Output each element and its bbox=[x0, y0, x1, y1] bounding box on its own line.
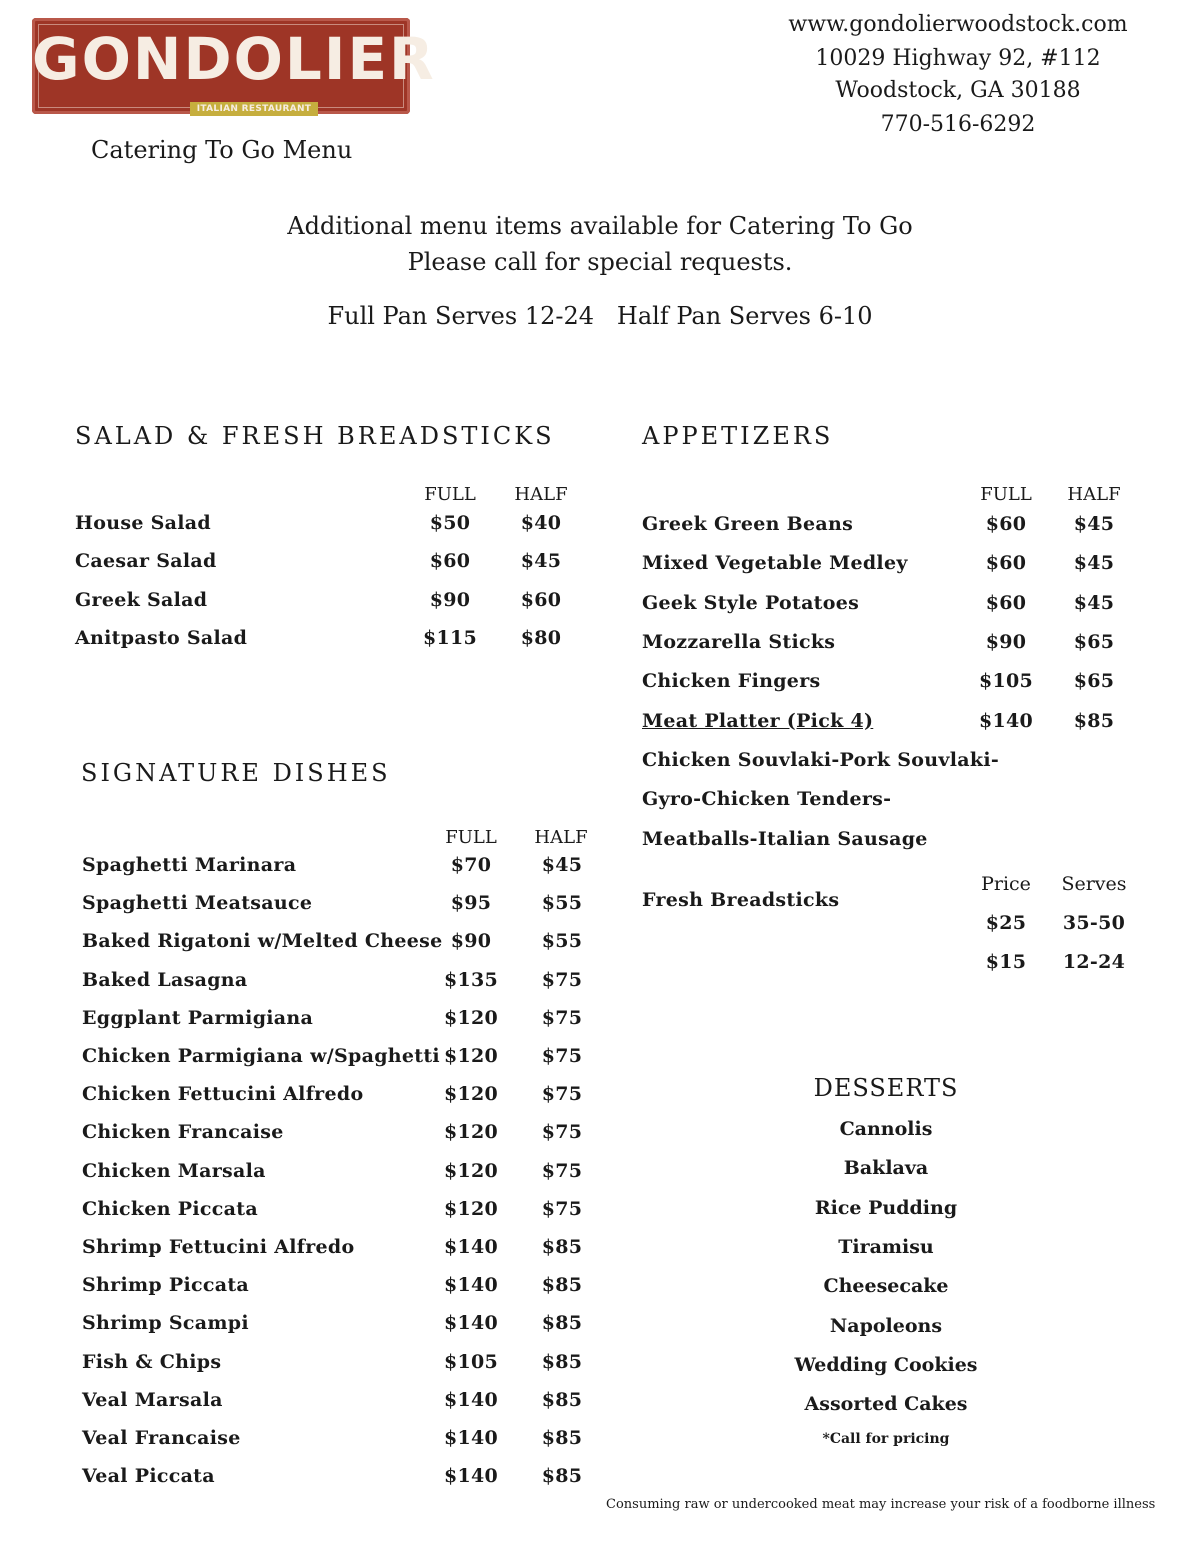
dessert-item: Tiramisu bbox=[838, 1235, 934, 1258]
dessert-item: Cheesecake bbox=[823, 1275, 949, 1298]
menu-item-half-price: $65 bbox=[1073, 630, 1115, 653]
menu-item-name: Shrimp Scampi bbox=[82, 1312, 249, 1335]
menu-item-name: Chicken Piccata bbox=[82, 1197, 258, 1220]
menu-item-half-price: $85 bbox=[541, 1465, 583, 1488]
dessert-item: Napoleons bbox=[829, 1314, 943, 1337]
menu-item-name: Greek Green Beans bbox=[642, 513, 854, 535]
menu-item-half-price: $65 bbox=[1073, 670, 1115, 693]
menu-item-full-price: $120 bbox=[443, 1083, 499, 1106]
dessert-item: Cannolis bbox=[839, 1118, 933, 1140]
menu-item-full-price: $140 bbox=[978, 709, 1034, 732]
platter-option-2: Gyro-Chicken Tenders- bbox=[642, 788, 892, 810]
logo-wordmark: GONDOLIER bbox=[32, 25, 436, 93]
website-link[interactable]: www.gondolierwoodstock.com bbox=[788, 12, 1128, 37]
menu-item-full-price: $90 bbox=[450, 930, 492, 953]
menu-item-name: House Salad bbox=[75, 512, 211, 534]
menu-item-full-price: $140 bbox=[443, 1312, 499, 1335]
food-safety-footnote: Consuming raw or undercooked meat may increase your risk of a foodborne illness bbox=[606, 1497, 1156, 1512]
menu-item-full-price: $105 bbox=[443, 1350, 499, 1373]
menu-item-half-price: $45 bbox=[1073, 591, 1115, 614]
menu-item-name: Caesar Salad bbox=[75, 550, 217, 573]
menu-item-half-price: $45 bbox=[541, 854, 583, 876]
breadsticks-serves-header: Serves bbox=[1061, 873, 1127, 895]
dessert-item: Wedding Cookies bbox=[794, 1353, 978, 1376]
menu-item-name: Shrimp Piccata bbox=[82, 1274, 250, 1297]
menu-item-name: Mozzarella Sticks bbox=[642, 630, 836, 653]
menu-item-name: Geek Style Potatoes bbox=[642, 591, 860, 614]
menu-item-name: Anitpasto Salad bbox=[75, 626, 248, 649]
signature-full-header: FULL bbox=[445, 827, 497, 848]
menu-item-full-price: $140 bbox=[443, 1274, 499, 1297]
menu-item-full-price: $60 bbox=[985, 552, 1027, 575]
dessert-item: Rice Pudding bbox=[814, 1196, 958, 1219]
menu-item-name: Baked Rigatoni w/Melted Cheese bbox=[82, 930, 443, 953]
breadsticks-price-2: $15 bbox=[985, 951, 1027, 973]
menu-item-half-price: $75 bbox=[541, 1159, 583, 1182]
menu-item-name: Veal Francaise bbox=[82, 1427, 241, 1449]
menu-item-half-price: $85 bbox=[541, 1274, 583, 1297]
menu-item-half-price: $75 bbox=[541, 1045, 583, 1067]
intro-line-2: Please call for special requests. bbox=[407, 248, 793, 276]
menu-item-full-price: $115 bbox=[422, 626, 478, 649]
address-line-2: Woodstock, GA 30188 bbox=[835, 78, 1081, 103]
menu-item-half-price: $85 bbox=[541, 1427, 583, 1449]
desserts-pricing-note: *Call for pricing bbox=[822, 1431, 950, 1447]
menu-item-full-price: $60 bbox=[985, 591, 1027, 614]
breadsticks-name: Fresh Breadsticks bbox=[642, 889, 840, 911]
desserts-heading: DESSERTS bbox=[813, 1074, 959, 1102]
signature-half-header: HALF bbox=[534, 827, 588, 848]
menu-item-half-price: $75 bbox=[541, 1197, 583, 1220]
menu-item-name: Fish & Chips bbox=[82, 1350, 222, 1373]
menu-item-full-price: $140 bbox=[443, 1465, 499, 1488]
menu-item-name: Spaghetti Meatsauce bbox=[82, 892, 313, 915]
address-line-1: 10029 Highway 92, #112 bbox=[815, 46, 1101, 71]
menu-item-half-price: $45 bbox=[520, 550, 562, 573]
menu-item-name: Veal Marsala bbox=[82, 1388, 223, 1411]
appetizers-half-header: HALF bbox=[1067, 484, 1121, 505]
dessert-item: Baklava bbox=[843, 1157, 929, 1180]
signature-heading: SIGNATURE DISHES bbox=[81, 759, 391, 787]
dessert-item: Assorted Cakes bbox=[804, 1393, 968, 1416]
menu-item-name: Shrimp Fettucini Alfredo bbox=[82, 1236, 355, 1258]
menu-item-full-price: $120 bbox=[443, 1045, 499, 1067]
menu-item-name: Veal Piccata bbox=[82, 1465, 215, 1488]
menu-item-name: Chicken Francaise bbox=[82, 1121, 284, 1144]
menu-item-full-price: $140 bbox=[443, 1388, 499, 1411]
appetizers-full-header: FULL bbox=[980, 484, 1032, 505]
salad-half-header: HALF bbox=[514, 484, 568, 505]
menu-item-half-price: $75 bbox=[541, 1006, 583, 1029]
menu-item-full-price: $105 bbox=[978, 670, 1034, 693]
platter-option-1: Chicken Souvlaki-Pork Souvlaki- bbox=[642, 749, 1000, 771]
breadsticks-serves-2: 12-24 bbox=[1062, 951, 1126, 973]
menu-subtitle: Catering To Go Menu bbox=[91, 136, 353, 164]
menu-item-full-price: $120 bbox=[443, 1121, 499, 1144]
menu-item-full-price: $120 bbox=[443, 1159, 499, 1182]
menu-item-name: Eggplant Parmigiana bbox=[82, 1006, 314, 1029]
menu-item-full-price: $90 bbox=[985, 630, 1027, 653]
phone-number: 770-516-6292 bbox=[880, 112, 1036, 137]
breadsticks-price-1: $25 bbox=[985, 912, 1027, 934]
menu-item-full-price: $120 bbox=[443, 1006, 499, 1029]
menu-item-name: Greek Salad bbox=[75, 588, 208, 611]
menu-item-half-price: $85 bbox=[541, 1350, 583, 1373]
menu-item-half-price: $55 bbox=[541, 930, 583, 953]
menu-item-name: Chicken Marsala bbox=[82, 1159, 266, 1182]
menu-item-half-price: $85 bbox=[541, 1388, 583, 1411]
appetizers-heading: APPETIZERS bbox=[642, 422, 834, 450]
platter-option-3: Meatballs-Italian Sausage bbox=[642, 828, 928, 850]
menu-item-name: Chicken Parmigiana w/Spaghetti bbox=[82, 1045, 440, 1067]
pan-sizes: Full Pan Serves 12-24 Half Pan Serves 6-10 bbox=[327, 302, 873, 330]
menu-item-full-price: $50 bbox=[429, 512, 471, 534]
menu-item-full-price: $140 bbox=[443, 1427, 499, 1449]
restaurant-logo bbox=[32, 18, 436, 114]
menu-item-half-price: $45 bbox=[1073, 552, 1115, 575]
menu-item-full-price: $95 bbox=[450, 892, 492, 915]
menu-item-full-price: $90 bbox=[429, 588, 471, 611]
menu-item-full-price: $60 bbox=[985, 513, 1027, 535]
menu-item-name: Chicken Fettucini Alfredo bbox=[82, 1083, 364, 1106]
menu-item-full-price: $135 bbox=[443, 968, 499, 991]
menu-item-half-price: $85 bbox=[541, 1236, 583, 1258]
menu-item-name: Mixed Vegetable Medley bbox=[642, 552, 908, 575]
menu-item-half-price: $80 bbox=[520, 626, 562, 649]
menu-item-full-price: $140 bbox=[443, 1236, 499, 1258]
menu-item-full-price: $120 bbox=[443, 1197, 499, 1220]
menu-item-half-price: $75 bbox=[541, 1121, 583, 1144]
breadsticks-price-header: Price bbox=[981, 873, 1031, 895]
menu-item-half-price: $85 bbox=[1073, 709, 1115, 732]
menu-item-half-price: $75 bbox=[541, 968, 583, 991]
menu-item-name: Chicken Fingers bbox=[642, 670, 821, 693]
menu-item-full-price: $70 bbox=[450, 854, 492, 876]
menu-item-half-price: $75 bbox=[541, 1083, 583, 1106]
menu-item-half-price: $45 bbox=[1073, 513, 1115, 535]
menu-item-half-price: $85 bbox=[541, 1312, 583, 1335]
menu-item-name: Meat Platter (Pick 4) bbox=[642, 709, 874, 732]
menu-item-half-price: $40 bbox=[520, 512, 562, 534]
menu-item-name: Baked Lasagna bbox=[82, 968, 248, 991]
logo-tagline: ITALIAN RESTAURANT bbox=[190, 102, 318, 116]
salad-heading: SALAD & FRESH BREADSTICKS bbox=[75, 422, 555, 450]
menu-item-half-price: $55 bbox=[541, 892, 583, 915]
intro-line-1: Additional menu items available for Catering To Go bbox=[287, 212, 913, 240]
menu-item-full-price: $60 bbox=[429, 550, 471, 573]
menu-item-half-price: $60 bbox=[520, 588, 562, 611]
salad-full-header: FULL bbox=[424, 484, 476, 505]
menu-item-name: Spaghetti Marinara bbox=[82, 854, 297, 876]
breadsticks-serves-1: 35-50 bbox=[1062, 912, 1126, 934]
